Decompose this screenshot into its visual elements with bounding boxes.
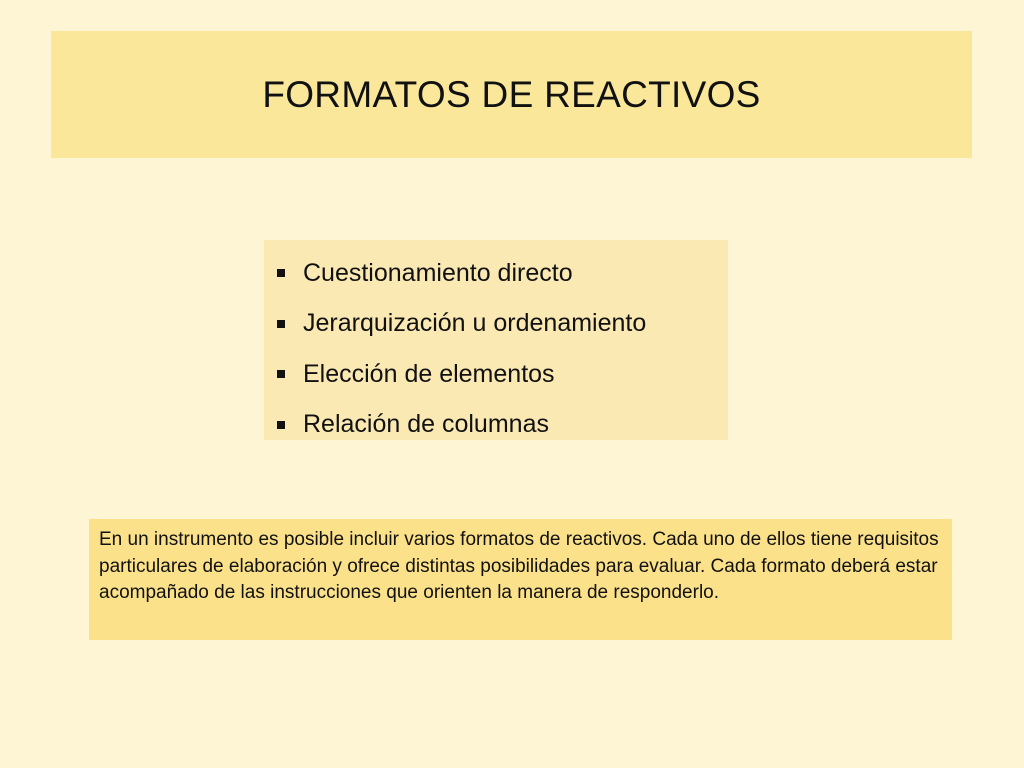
note-paragraph: En un instrumento es posible incluir varios formatos de reactivos. Cada uno de ellos tiene requisitos particulares de elaboración y ofrece distintas posibilidades para evaluar. Cada formato deberá estar acompañado de las instrucciones que orienten la manera de responderlo. bbox=[99, 529, 939, 603]
square-bullet-icon bbox=[277, 269, 285, 277]
bullet-text: Relación de columnas bbox=[303, 410, 549, 439]
bullet-text: Jerarquización u ordenamiento bbox=[303, 309, 647, 338]
bullet-box bbox=[264, 240, 728, 440]
bullet-list bbox=[277, 248, 728, 450]
bullet-text: Cuestionamiento directo bbox=[303, 258, 573, 287]
bullet-text: Elección de elementos bbox=[303, 359, 555, 388]
square-bullet-icon bbox=[277, 320, 285, 328]
slide-title: FORMATOS DE REACTIVOS bbox=[262, 73, 761, 115]
list-item bbox=[277, 400, 728, 451]
list-item bbox=[277, 248, 728, 299]
square-bullet-icon bbox=[277, 370, 285, 378]
square-bullet-icon bbox=[277, 421, 285, 429]
list-item bbox=[277, 349, 728, 400]
title-band bbox=[51, 31, 972, 158]
note-box bbox=[89, 519, 952, 640]
list-item bbox=[277, 299, 728, 350]
